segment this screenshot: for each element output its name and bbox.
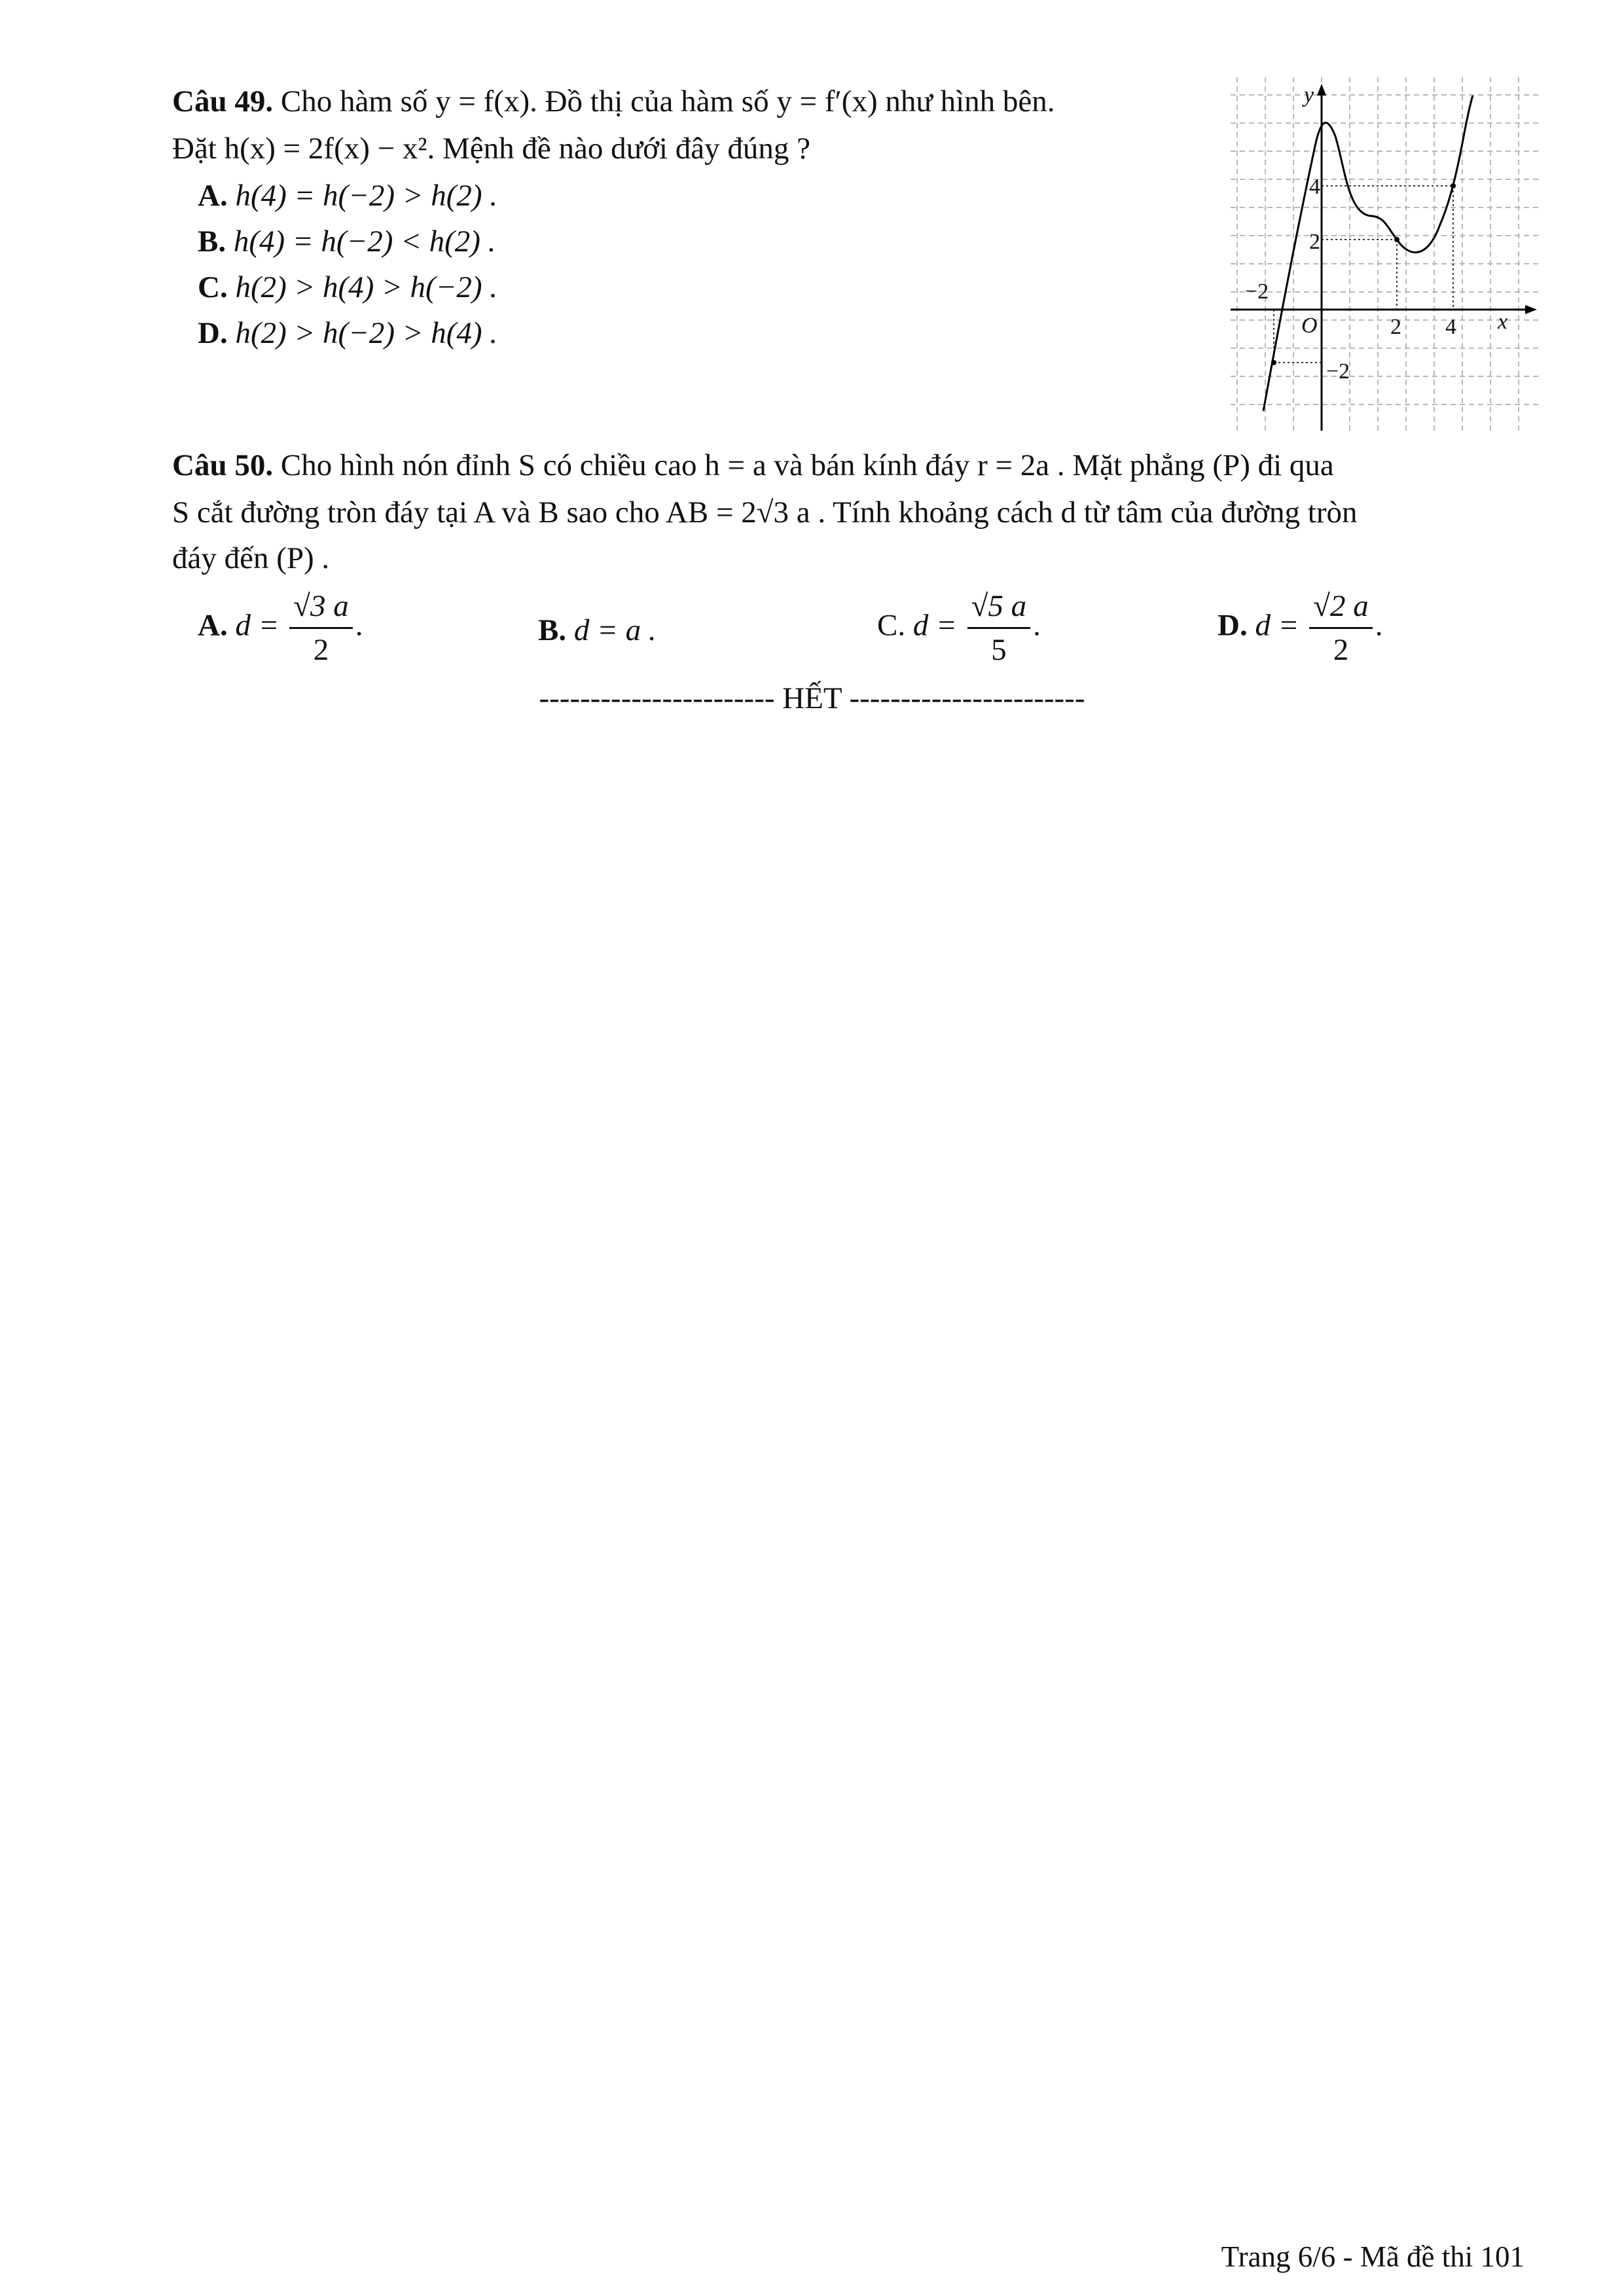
q50-line1 [172, 445, 1334, 486]
fraction-numerator: √3 a [289, 588, 353, 629]
option-fraction [289, 588, 353, 668]
option-key: A. [198, 608, 228, 643]
option-suffix: . [1033, 608, 1041, 643]
option-suffix: . [1375, 608, 1383, 643]
option-fraction [967, 588, 1031, 668]
option-key: C. [877, 608, 906, 643]
end-marker: ----------------------- HẾT ----------------------- [539, 681, 1085, 715]
x-axis-label: x [1498, 310, 1508, 334]
option-text: h(4) = h(−2) > h(2) . [235, 179, 498, 213]
y-axis-label: y [1304, 83, 1314, 107]
q50-option-a [198, 588, 363, 668]
option-text: h(2) > h(−2) > h(4) . [235, 316, 498, 350]
q50-label: Câu 50. [172, 448, 274, 482]
q50-option-b [538, 610, 657, 651]
fraction-numerator: √5 a [967, 588, 1031, 629]
q49-option-d [198, 313, 497, 353]
option-prefix: d = [235, 608, 280, 643]
option-text: h(4) = h(−2) < h(2) . [233, 224, 496, 259]
option-key: C. [198, 270, 228, 304]
derivative-curve [1263, 96, 1473, 411]
grid [1231, 77, 1538, 431]
q49-stem-1: Cho hàm số y = f(x). Đồ thị của hàm số y = f′(x) như hình bên. [280, 84, 1055, 118]
fraction-denominator: 2 [313, 633, 329, 667]
option-key: D. [198, 316, 228, 350]
q49-line2: Đặt h(x) = 2f(x) − x². Mệnh đề nào dưới đây đúng ? [172, 132, 810, 166]
origin-label: O [1301, 314, 1318, 338]
point-xneg2 [1271, 360, 1276, 365]
option-key: B. [538, 613, 567, 647]
q50-option-d [1218, 588, 1382, 668]
option-text: d = a . [573, 613, 657, 647]
point-x4 [1451, 183, 1456, 188]
q50-line2: S cắt đường tròn đáy tại A và B sao cho AB = 2√3 a . Tính khoảng cách d từ tâm của đường tròn [172, 495, 1358, 529]
derivative-graph [1231, 77, 1538, 431]
x-axis-arrow [1525, 305, 1537, 314]
fraction-denominator: 5 [991, 633, 1007, 667]
q50-option-c [877, 588, 1041, 668]
tick-y4: 4 [1309, 175, 1320, 199]
q49-line1 [172, 81, 1055, 122]
tick-x4: 4 [1445, 315, 1456, 339]
option-suffix: . [355, 608, 363, 643]
q49-option-a [198, 175, 497, 216]
option-prefix: d = [1255, 608, 1299, 643]
tick-xneg2: −2 [1245, 279, 1269, 304]
q50-stem-1: Cho hình nón đỉnh S có chiều cao h = a và bán kính đáy r = 2a . Mặt phẳng (P) đi qua [280, 448, 1334, 482]
q49-option-c [198, 267, 497, 308]
point-x2 [1394, 237, 1399, 242]
q49-option-b [198, 221, 496, 262]
option-text: h(2) > h(4) > h(−2) . [235, 270, 498, 304]
tick-x2: 2 [1390, 315, 1401, 339]
tick-y2: 2 [1309, 230, 1320, 254]
option-key: D. [1218, 608, 1248, 643]
option-fraction [1309, 588, 1373, 668]
page-footer: Trang 6/6 - Mã đề thi 101 [1221, 2240, 1525, 2273]
tick-yneg2: −2 [1326, 359, 1350, 384]
q50-line3: đáy đến (P) . [172, 541, 330, 575]
q49-label: Câu 49. [172, 84, 274, 118]
option-key: A. [198, 179, 228, 213]
y-axis-arrow [1317, 84, 1326, 96]
fraction-denominator: 2 [1333, 633, 1349, 667]
option-key: B. [198, 224, 226, 259]
option-prefix: d = [912, 608, 957, 643]
fraction-numerator: √2 a [1309, 588, 1373, 629]
